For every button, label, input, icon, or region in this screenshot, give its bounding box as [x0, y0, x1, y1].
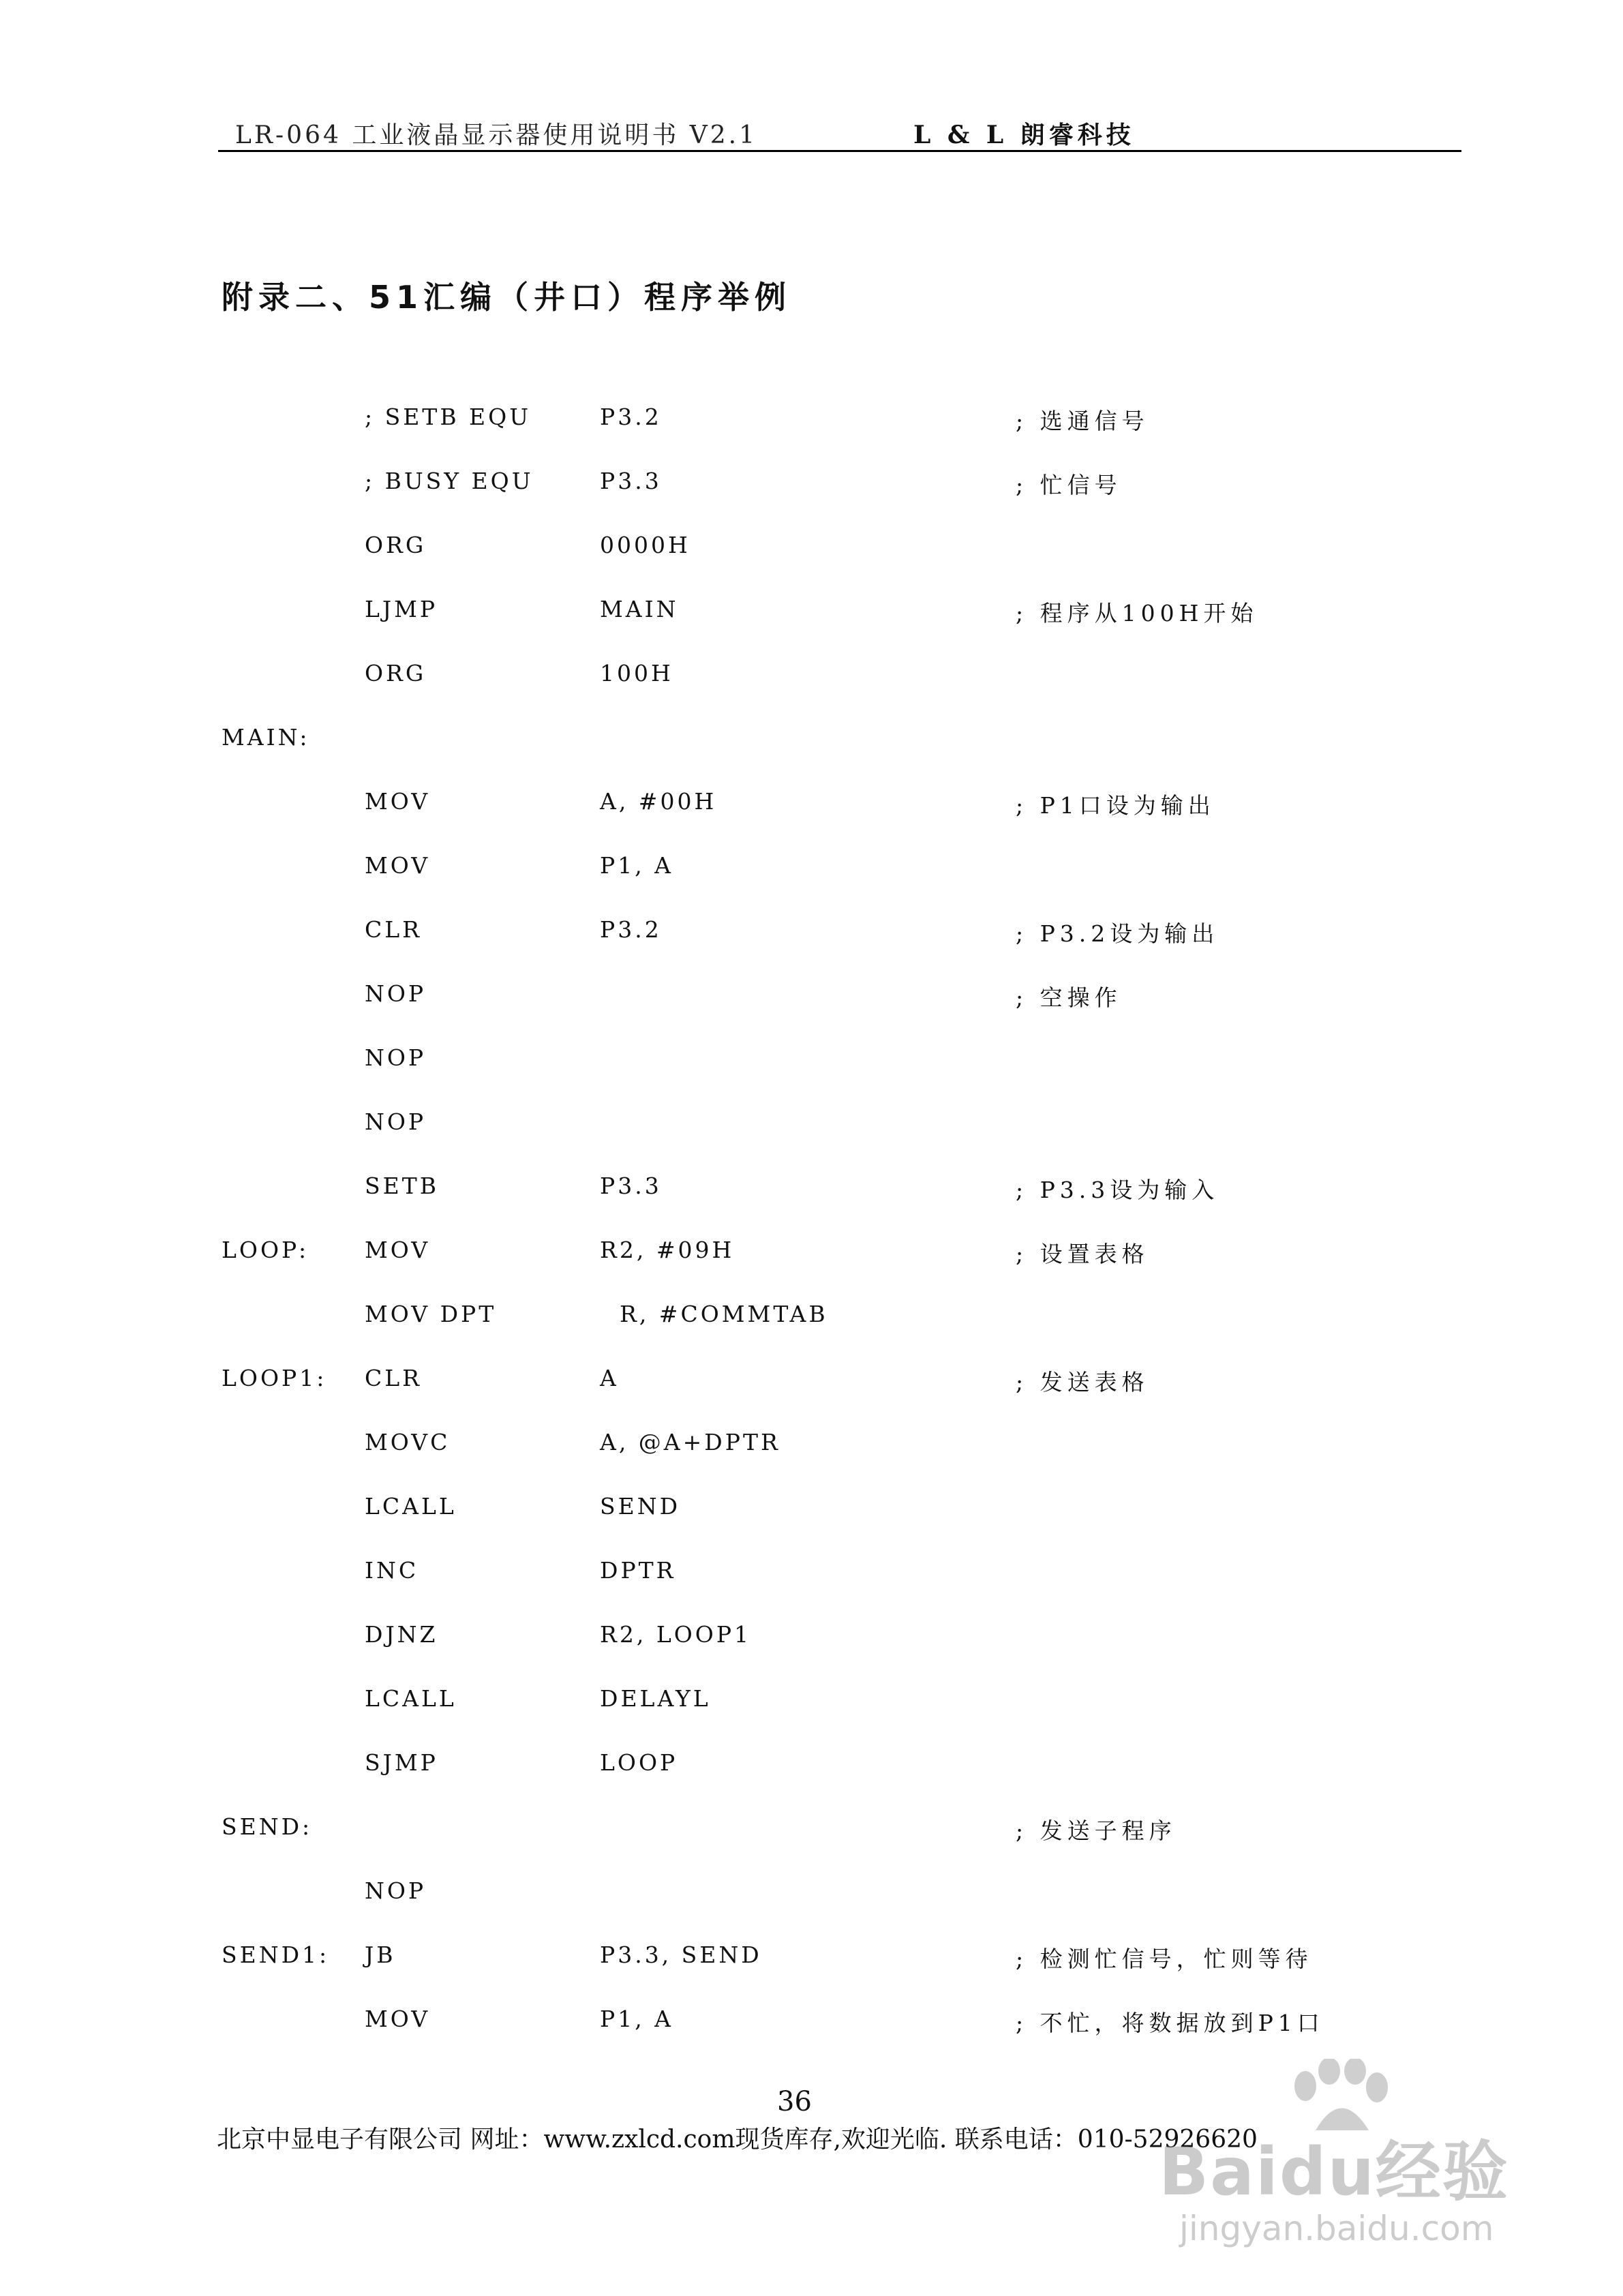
code-line — [0, 532, 1623, 573]
code-line — [0, 724, 1623, 765]
code-comment: ; 忙信号 — [1016, 472, 1122, 498]
code-line — [0, 1942, 1623, 1982]
code-operand: R, #COMMTAB — [600, 1301, 828, 1327]
code-mnemonic: NOP — [365, 1044, 427, 1071]
code-mnemonic: LJMP — [365, 596, 438, 622]
code-mnemonic: ; SETB EQU — [365, 404, 532, 430]
code-mnemonic: MOVC — [365, 1429, 451, 1455]
code-line — [0, 1493, 1623, 1534]
code-label: SEND: — [222, 1813, 313, 1840]
code-operand: R2, LOOP1 — [600, 1621, 752, 1648]
code-comment: ; 程序从100H开始 — [1016, 600, 1258, 626]
code-mnemonic: INC — [365, 1557, 419, 1584]
code-mnemonic: ORG — [365, 532, 427, 558]
code-operand: P3.2 — [600, 404, 662, 430]
code-mnemonic: MOV — [365, 1237, 431, 1263]
code-line — [0, 1237, 1623, 1278]
code-comment: ; P3.3设为输入 — [1016, 1177, 1219, 1203]
footer-contact: 北京中显电子有限公司 网址：www.zxlcd.com现货库存,欢迎光临. 联系电话：010-52926620 — [217, 2126, 1258, 2154]
code-operand: P1, A — [600, 2006, 674, 2032]
code-operand: P3.3 — [600, 1173, 662, 1199]
code-comment: ; 检测忙信号，忙则等待 — [1016, 1946, 1313, 1972]
code-mnemonic: MOV — [365, 788, 431, 815]
code-operand: P3.3, SEND — [600, 1942, 762, 1968]
header-company-name: L & L 朗睿科技 — [913, 121, 1135, 149]
code-operand: 100H — [600, 660, 673, 686]
code-mnemonic: LCALL — [365, 1493, 457, 1520]
baidu-watermark — [1159, 2059, 1541, 2263]
code-line — [0, 1429, 1623, 1470]
code-mnemonic: NOP — [365, 1877, 427, 1904]
code-mnemonic: NOP — [365, 1108, 427, 1135]
code-operand: SEND — [600, 1493, 681, 1520]
code-line — [0, 1108, 1623, 1149]
code-operand: R2, #09H — [600, 1237, 735, 1263]
code-operand: LOOP — [600, 1749, 678, 1776]
code-label: MAIN: — [222, 724, 310, 751]
code-mnemonic: SJMP — [365, 1749, 438, 1776]
header-document-title: LR-064 工业液晶显示器使用说明书 V2.1 — [235, 121, 758, 149]
code-mnemonic: ORG — [365, 660, 427, 686]
code-mnemonic: MOV — [365, 2006, 431, 2032]
code-line — [0, 468, 1623, 509]
watermark-url: jingyan.baidu.com — [1179, 2209, 1494, 2248]
code-comment: ; 设置表格 — [1016, 1241, 1149, 1267]
code-comment: ; 空操作 — [1016, 984, 1122, 1011]
code-operand: P3.3 — [600, 468, 662, 494]
watermark-brand: Baidu经验 — [1159, 2134, 1509, 2210]
code-line — [0, 916, 1623, 957]
code-line — [0, 1813, 1623, 1854]
code-line — [0, 404, 1623, 444]
code-operand: DPTR — [600, 1557, 676, 1584]
code-comment: ; 选通信号 — [1016, 408, 1149, 434]
code-line — [0, 1044, 1623, 1085]
code-mnemonic: LCALL — [365, 1685, 457, 1712]
code-line — [0, 980, 1623, 1021]
code-operand: 0000H — [600, 532, 691, 558]
code-line — [0, 1557, 1623, 1598]
code-operand: A — [600, 1365, 619, 1391]
code-line — [0, 1365, 1623, 1406]
code-operand: DELAYL — [600, 1685, 711, 1712]
code-operand: P1, A — [600, 852, 674, 879]
code-operand: A, #00H — [600, 788, 717, 815]
code-line — [0, 1173, 1623, 1213]
code-label: LOOP1: — [222, 1365, 327, 1391]
code-comment: ; 发送表格 — [1016, 1369, 1149, 1395]
code-comment: ; P1口设为输出 — [1016, 792, 1215, 819]
code-mnemonic: MOV DPT — [365, 1301, 497, 1327]
code-line — [0, 1301, 1623, 1342]
code-line — [0, 596, 1623, 637]
code-operand: A, @A+DPTR — [600, 1429, 780, 1455]
code-line — [0, 1685, 1623, 1726]
code-line — [0, 2006, 1623, 2046]
code-mnemonic: ; BUSY EQU — [365, 468, 534, 494]
code-mnemonic: CLR — [365, 916, 423, 943]
code-operand: MAIN — [600, 596, 679, 622]
code-line — [0, 852, 1623, 893]
code-line — [0, 1749, 1623, 1790]
code-line — [0, 1621, 1623, 1662]
code-line — [0, 788, 1623, 829]
code-comment: ; 发送子程序 — [1016, 1817, 1177, 1844]
code-mnemonic: DJNZ — [365, 1621, 438, 1648]
code-comment: ; P3.2设为输出 — [1016, 920, 1219, 947]
code-mnemonic: JB — [365, 1942, 396, 1968]
code-mnemonic: NOP — [365, 980, 427, 1007]
page-title: 附录二、51汇编（井口）程序举例 — [222, 279, 792, 316]
code-mnemonic: CLR — [365, 1365, 423, 1391]
code-operand: P3.2 — [600, 916, 662, 943]
code-label: LOOP: — [222, 1237, 309, 1263]
code-mnemonic: MOV — [365, 852, 431, 879]
code-line — [0, 1877, 1623, 1918]
code-line — [0, 660, 1623, 701]
page-number: 36 — [777, 2086, 812, 2117]
code-comment: ; 不忙，将数据放到P1口 — [1016, 2010, 1324, 2036]
code-label: SEND1: — [222, 1942, 330, 1968]
header-divider — [218, 150, 1461, 152]
code-mnemonic: SETB — [365, 1173, 439, 1199]
